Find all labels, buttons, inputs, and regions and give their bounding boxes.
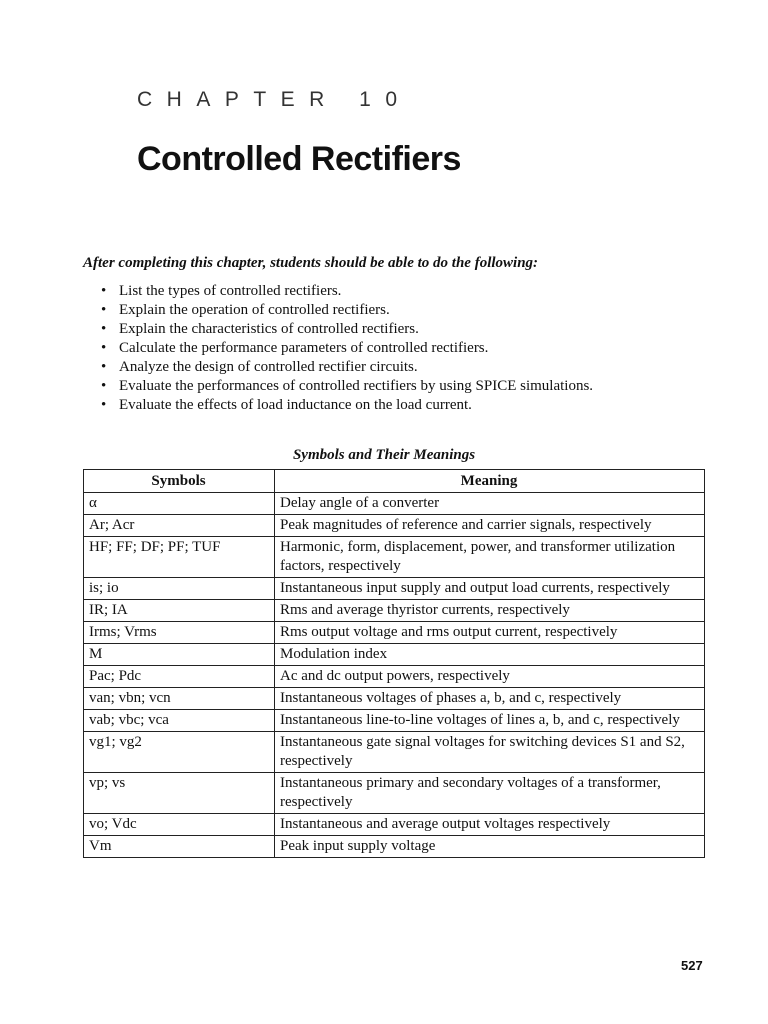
table-row [84, 600, 705, 622]
table-row [84, 622, 705, 644]
table-row [84, 836, 705, 858]
objectives-list [100, 282, 593, 415]
chapter-label: CHAPTER 10 [137, 88, 412, 111]
symbol-cell: IR; IA [84, 600, 275, 622]
meaning-cell: Instantaneous input supply and output load currents, respectively [275, 578, 705, 600]
table-row [84, 710, 705, 732]
symbol-cell: α [84, 493, 275, 515]
meaning-cell: Harmonic, form, displacement, power, and transformer utilization factors, respectively [275, 537, 705, 578]
table-header-row [84, 470, 705, 493]
symbol-cell: Irms; Vrms [84, 622, 275, 644]
table-row [84, 732, 705, 773]
symbol-cell: vg1; vg2 [84, 732, 275, 773]
table-row [84, 688, 705, 710]
table-caption: Symbols and Their Meanings [292, 447, 476, 463]
symbol-cell: Vm [84, 836, 275, 858]
symbol-cell: vo; Vdc [84, 814, 275, 836]
objectives-intro: After completing this chapter, students should be able to do the following: [83, 255, 539, 271]
objective-item: • Analyze the design of controlled rectifier circuits. [100, 358, 593, 377]
objective-item: • Evaluate the performances of controlled rectifiers by using SPICE simulations. [100, 377, 593, 396]
symbol-cell: HF; FF; DF; PF; TUF [84, 537, 275, 578]
objective-item: • Explain the characteristics of controlled rectifiers. [100, 320, 593, 339]
meaning-cell: Instantaneous primary and secondary voltages of a transformer, respectively [275, 773, 705, 814]
table-row [84, 515, 705, 537]
symbol-cell: vp; vs [84, 773, 275, 814]
meaning-cell: Rms output voltage and rms output current, respectively [275, 622, 705, 644]
chapter-title: Controlled Rectifiers [137, 140, 461, 178]
table-row [84, 644, 705, 666]
meaning-cell: Delay angle of a converter [275, 493, 705, 515]
symbol-cell: M [84, 644, 275, 666]
symbol-cell: is; io [84, 578, 275, 600]
symbol-cell: van; vbn; vcn [84, 688, 275, 710]
meaning-cell: Instantaneous and average output voltages respectively [275, 814, 705, 836]
table-row [84, 493, 705, 515]
meaning-cell: Peak magnitudes of reference and carrier signals, respectively [275, 515, 705, 537]
meaning-cell: Instantaneous gate signal voltages for switching devices S1 and S2, respectively [275, 732, 705, 773]
meaning-cell: Ac and dc output powers, respectively [275, 666, 705, 688]
column-header-meaning: Meaning [275, 470, 705, 493]
meaning-cell: Peak input supply voltage [275, 836, 705, 858]
meaning-cell: Rms and average thyristor currents, respectively [275, 600, 705, 622]
column-header-symbols: Symbols [84, 470, 275, 493]
table-row [84, 537, 705, 578]
table-row [84, 773, 705, 814]
objective-item: • Calculate the performance parameters of controlled rectifiers. [100, 339, 593, 358]
page-number: 527 [681, 958, 703, 973]
symbol-cell: Ar; Acr [84, 515, 275, 537]
table-row [84, 666, 705, 688]
objective-item: • Evaluate the effects of load inductance on the load current. [100, 396, 593, 415]
table-row [84, 578, 705, 600]
symbols-table [83, 469, 705, 858]
symbol-cell: Pac; Pdc [84, 666, 275, 688]
meaning-cell: Instantaneous voltages of phases a, b, and c, respectively [275, 688, 705, 710]
table-row [84, 814, 705, 836]
meaning-cell: Instantaneous line-to-line voltages of lines a, b, and c, respectively [275, 710, 705, 732]
objective-item: • List the types of controlled rectifiers. [100, 282, 593, 301]
meaning-cell: Modulation index [275, 644, 705, 666]
symbol-cell: vab; vbc; vca [84, 710, 275, 732]
objective-item: • Explain the operation of controlled rectifiers. [100, 301, 593, 320]
